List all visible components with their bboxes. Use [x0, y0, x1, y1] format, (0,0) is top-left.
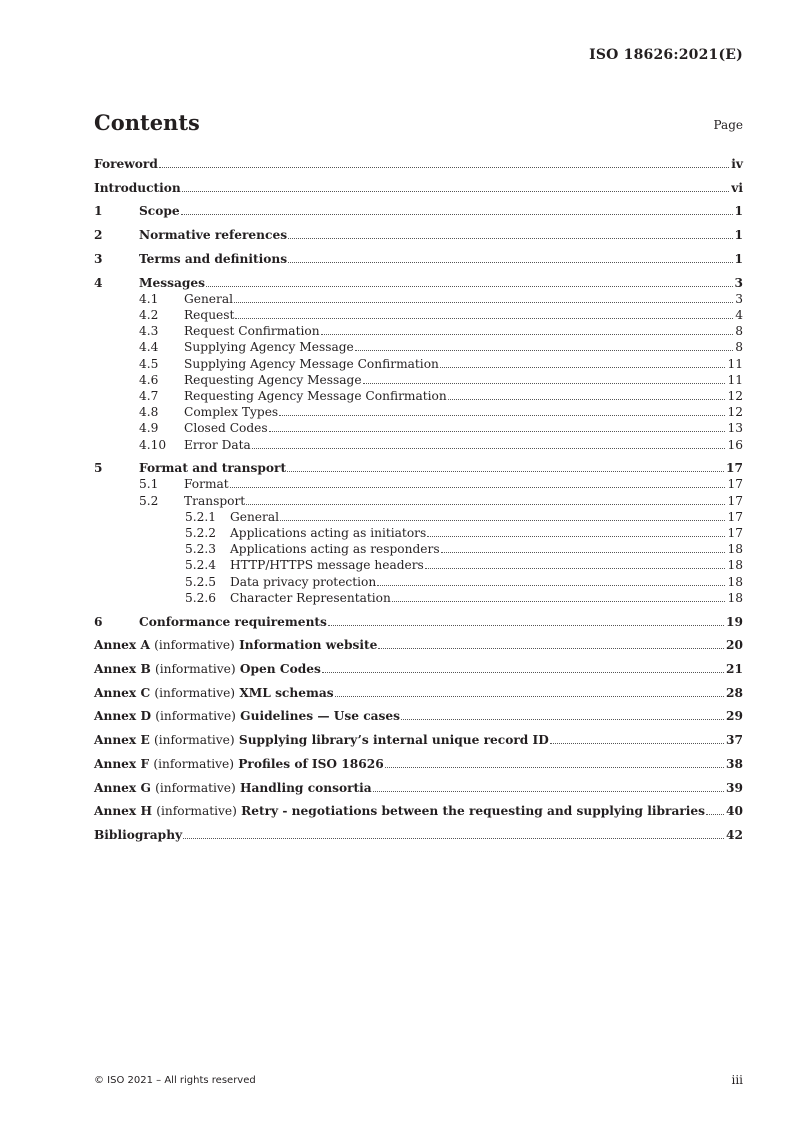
toc-annex-id: Annex D — [94, 709, 152, 724]
toc-dot-leader — [441, 552, 726, 553]
toc-page-number: 17 — [727, 526, 743, 541]
page-column-label: Page — [713, 118, 743, 132]
toc-entry-number: 4.2 — [139, 307, 159, 322]
toc-page-number: 18 — [727, 590, 743, 605]
toc-page-number: 1 — [734, 251, 743, 266]
toc-entry-title: Complex Types — [184, 405, 279, 420]
toc-page-number: 17 — [727, 509, 743, 524]
toc-entry[interactable] — [94, 509, 743, 525]
toc-page-number: 17 — [727, 493, 743, 508]
toc-entry-number: 4.6 — [139, 372, 159, 387]
toc-entry-number: 4.1 — [139, 291, 159, 306]
toc-entry[interactable] — [94, 708, 743, 724]
toc-entry[interactable] — [94, 339, 743, 355]
page-title: Contents — [94, 110, 200, 135]
toc-entry[interactable] — [94, 685, 743, 701]
toc-entry-title: HTTP/HTTPS message headers — [230, 558, 424, 573]
toc-entry-title: Retry - negotiations between the requesting and supplying libraries — [241, 804, 706, 819]
toc-dot-leader — [206, 286, 733, 287]
toc-dot-leader — [269, 431, 726, 432]
toc-dot-leader — [392, 601, 726, 602]
toc-page-number: 39 — [726, 780, 743, 795]
toc-entry-number: 4.7 — [139, 388, 159, 403]
toc-entry[interactable] — [94, 732, 743, 748]
toc-annex-type: (informative) — [154, 638, 235, 653]
toc-annex-type: (informative) — [155, 780, 236, 795]
toc-annex-id: Annex A — [94, 638, 150, 653]
toc-dot-leader — [287, 471, 724, 472]
toc-annex-type: (informative) — [153, 733, 235, 748]
toc-annex-type: (informative) — [154, 685, 236, 700]
toc-entry[interactable] — [94, 476, 743, 492]
toc-annex-type: (informative) — [155, 661, 236, 676]
toc-dot-leader — [706, 814, 724, 815]
toc-dot-leader — [321, 334, 734, 335]
toc-entry-number: 5.2.2 — [185, 526, 217, 541]
toc-page-number: 19 — [726, 614, 743, 629]
table-of-contents — [94, 156, 743, 843]
toc-dot-leader — [322, 672, 724, 673]
toc-entry-title: Normative references — [139, 228, 288, 243]
toc-entry[interactable] — [94, 661, 743, 677]
toc-annex-id: Annex B — [94, 661, 151, 676]
toc-entry-title: Open Codes — [239, 661, 321, 676]
toc-entry[interactable] — [94, 180, 743, 196]
toc-entry-title: Guidelines — Use cases — [240, 709, 401, 724]
toc-entry-number: 4.10 — [139, 437, 167, 452]
toc-dot-leader — [252, 448, 726, 449]
toc-page-number: 29 — [726, 709, 743, 724]
toc-entry[interactable] — [94, 493, 743, 509]
toc-entry[interactable] — [94, 574, 743, 590]
toc-entry-title: Foreword — [94, 157, 158, 171]
toc-dot-leader — [234, 302, 733, 303]
toc-entry[interactable] — [94, 541, 743, 557]
toc-entry-number: 5.2.3 — [185, 542, 217, 557]
toc-dot-leader — [288, 262, 732, 263]
toc-dot-leader — [355, 350, 733, 351]
toc-page-number: 37 — [726, 733, 743, 748]
toc-entry[interactable] — [94, 460, 743, 476]
toc-entry-title: General — [230, 509, 279, 524]
toc-entry-title: Request — [184, 307, 235, 322]
toc-page-number: 18 — [727, 574, 743, 589]
toc-entry[interactable] — [94, 203, 743, 219]
toc-entry-title: Messages — [139, 275, 206, 290]
toc-entry-title: Format and transport — [139, 461, 287, 476]
toc-entry[interactable] — [94, 372, 743, 388]
toc-entry[interactable] — [94, 404, 743, 420]
toc-page-number: 17 — [726, 461, 743, 476]
toc-page-number: 16 — [727, 437, 743, 452]
toc-dot-leader — [183, 838, 724, 839]
toc-dot-leader — [280, 520, 725, 521]
toc-page-number: 20 — [726, 638, 743, 653]
toc-dot-leader — [378, 648, 724, 649]
toc-dot-leader — [159, 167, 729, 168]
toc-entry[interactable] — [94, 803, 743, 819]
toc-entry-number: 3 — [94, 251, 103, 266]
toc-entry[interactable] — [94, 557, 743, 573]
toc-entry-number: 5 — [94, 461, 103, 476]
toc-page-number: 12 — [727, 405, 743, 420]
toc-entry[interactable] — [94, 356, 743, 372]
toc-dot-leader — [181, 214, 733, 215]
toc-entry-number: 1 — [94, 204, 103, 219]
toc-annex-type: (informative) — [156, 804, 237, 819]
toc-entry[interactable] — [94, 323, 743, 339]
toc-entry[interactable] — [94, 437, 743, 453]
copyright-notice: © ISO 2021 – All rights reserved — [94, 1075, 256, 1086]
toc-entry-title: Request Confirmation — [184, 324, 320, 339]
toc-entry[interactable] — [94, 614, 743, 630]
toc-entry[interactable] — [94, 756, 743, 772]
toc-entry[interactable] — [94, 227, 743, 243]
toc-entry-title: Bibliography — [94, 827, 183, 842]
toc-entry-title: Supplying library’s internal unique record ID — [238, 733, 549, 748]
toc-entry-number: 2 — [94, 228, 103, 243]
toc-entry-title: Introduction — [94, 180, 181, 195]
toc-dot-leader — [427, 536, 725, 537]
toc-page-number: 3 — [734, 275, 743, 290]
toc-entry[interactable] — [94, 525, 743, 541]
toc-entry-number: 6 — [94, 614, 103, 629]
toc-entry-number: 4.5 — [139, 356, 159, 371]
toc-dot-leader — [373, 791, 724, 792]
toc-entry-title: Scope — [139, 204, 180, 219]
toc-dot-leader — [550, 743, 724, 744]
toc-entry-title: Handling consortia — [240, 780, 372, 795]
toc-page-number: 40 — [726, 804, 743, 819]
toc-entry-number: 5.1 — [139, 477, 159, 492]
toc-entry-title: Supplying Agency Message Confirmation — [184, 356, 439, 371]
toc-dot-leader — [279, 415, 725, 416]
toc-entry-title: Information website — [239, 638, 378, 653]
toc-entry[interactable] — [94, 388, 743, 404]
toc-entry-title: Data privacy protection — [230, 574, 377, 589]
toc-entry-title: Character Representation — [230, 590, 391, 605]
toc-page-number: 1 — [734, 204, 743, 219]
toc-page-number: 4 — [735, 307, 743, 322]
toc-dot-leader — [328, 625, 724, 626]
toc-entry-number: 4 — [94, 275, 103, 290]
toc-page-number: 18 — [727, 558, 743, 573]
toc-dot-leader — [246, 504, 725, 505]
toc-page-number: 11 — [727, 372, 743, 387]
toc-page-number: 42 — [726, 827, 743, 842]
toc-entry-title: Transport — [184, 493, 246, 508]
toc-entry-title: General — [184, 291, 233, 306]
toc-dot-leader — [182, 191, 729, 192]
toc-entry[interactable] — [94, 780, 743, 796]
toc-entry-title: Conformance requirements — [139, 614, 327, 629]
toc-entry[interactable] — [94, 637, 743, 653]
toc-entry-title: Error Data — [184, 437, 251, 452]
toc-entry-title: Applications acting as initiators — [230, 526, 427, 541]
toc-dot-leader — [385, 767, 724, 768]
document-id: ISO 18626:2021(E) — [589, 47, 743, 63]
toc-annex-id: Annex H — [94, 804, 152, 819]
toc-entry-number: 5.2.6 — [185, 590, 217, 605]
toc-entry-title: XML schemas — [239, 685, 334, 700]
toc-entry-number: 4.3 — [139, 324, 159, 339]
toc-annex-type: (informative) — [153, 756, 234, 771]
toc-page-number: 17 — [727, 477, 743, 492]
toc-dot-leader — [288, 238, 732, 239]
toc-entry-number: 5.2.4 — [185, 558, 217, 573]
toc-dot-leader — [440, 367, 726, 368]
toc-annex-id: Annex F — [94, 756, 150, 771]
toc-dot-leader — [448, 399, 726, 400]
toc-page-number: 38 — [726, 756, 743, 771]
toc-entry[interactable] — [94, 827, 743, 843]
toc-entry[interactable] — [94, 590, 743, 606]
toc-dot-leader — [425, 568, 726, 569]
toc-entry[interactable] — [94, 251, 743, 267]
toc-annex-id: Annex G — [94, 780, 151, 795]
toc-page-number: 21 — [726, 661, 743, 676]
toc-page-number: 28 — [726, 685, 743, 700]
toc-entry-number: 5.2 — [139, 493, 159, 508]
toc-entry-title: Profiles of ISO 18626 — [238, 756, 384, 771]
toc-entry-title: Requesting Agency Message — [184, 372, 362, 387]
toc-page-number: 18 — [727, 542, 743, 557]
toc-page-number: 13 — [727, 421, 743, 436]
toc-dot-leader — [401, 719, 724, 720]
toc-annex-id: Annex E — [94, 733, 150, 748]
toc-dot-leader — [230, 487, 726, 488]
toc-page-number: 3 — [735, 291, 743, 306]
toc-entry-number: 4.9 — [139, 421, 159, 436]
toc-entry-number: 4.8 — [139, 405, 159, 420]
toc-page-number: 8 — [735, 324, 743, 339]
toc-entry-title: Requesting Agency Message Confirmation — [184, 388, 447, 403]
toc-entry-number: 4.4 — [139, 340, 159, 355]
toc-dot-leader — [335, 696, 724, 697]
toc-dot-leader — [363, 383, 726, 384]
toc-entry-number: 5.2.5 — [185, 574, 217, 589]
toc-entry-number: 5.2.1 — [185, 509, 217, 524]
toc-entry[interactable] — [94, 291, 743, 307]
toc-dot-leader — [377, 585, 725, 586]
page-number: iii — [731, 1073, 743, 1087]
toc-entry-title: Format — [184, 477, 229, 492]
toc-page-number: 12 — [727, 388, 743, 403]
toc-page-number: vi — [731, 180, 743, 195]
toc-entry-title: Applications acting as responders — [230, 542, 440, 557]
toc-page-number: 8 — [735, 340, 743, 355]
toc-entry[interactable] — [94, 275, 743, 291]
toc-annex-id: Annex C — [94, 685, 151, 700]
toc-entry[interactable] — [94, 420, 743, 436]
toc-annex-type: (informative) — [155, 709, 236, 724]
toc-page-number: 1 — [734, 228, 743, 243]
toc-entry-title: Closed Codes — [184, 421, 268, 436]
toc-entry-title: Terms and definitions — [139, 251, 288, 266]
toc-entry[interactable] — [94, 156, 743, 172]
toc-page-number: iv — [731, 157, 743, 171]
toc-dot-leader — [235, 318, 733, 319]
toc-entry[interactable] — [94, 307, 743, 323]
toc-entry-title: Supplying Agency Message — [184, 340, 354, 355]
toc-page-number: 11 — [727, 356, 743, 371]
